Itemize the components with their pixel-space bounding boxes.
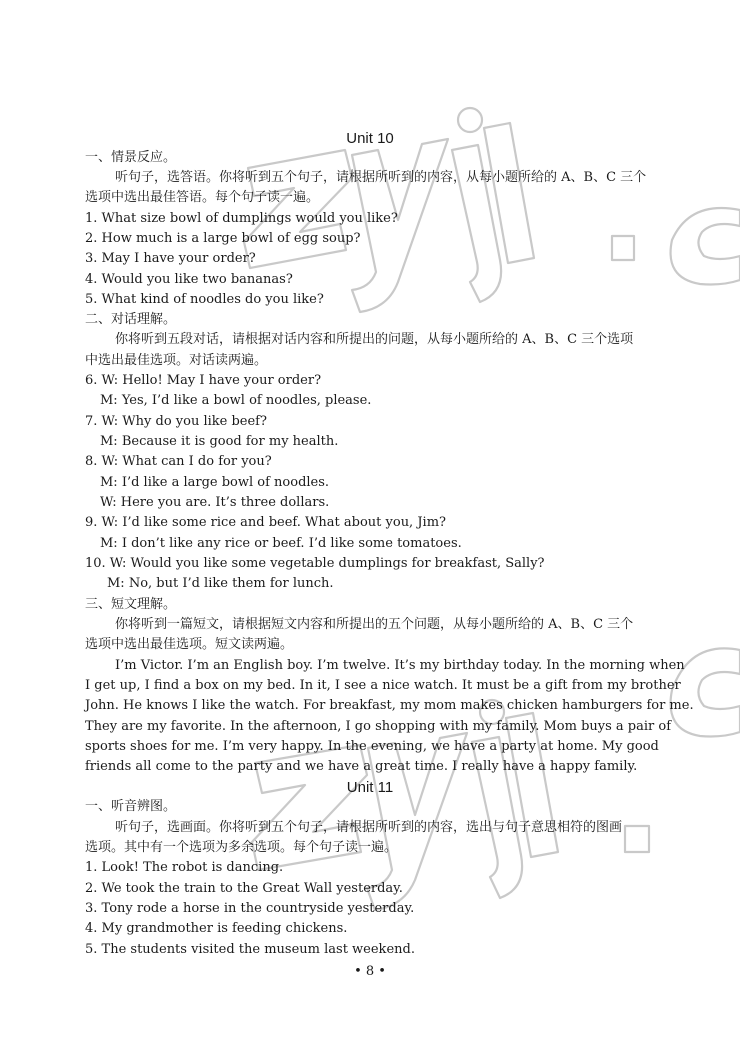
unit-10-title: Unit 10: [346, 130, 394, 147]
question-item: 1. What size bowl of dumplings would you like?: [85, 211, 398, 226]
dialogue-line: 7. W: Why do you like beef?: [85, 414, 267, 429]
instruction-line: 选项。其中有一个选项为多余选项。每个句子读一遍。: [85, 840, 398, 855]
question-item: 5. What kind of noodles do you like?: [85, 292, 324, 307]
instruction-line: 你将听到一篇短文，请根据短文内容和所提出的五个问题，从每小题所给的 A、B、C 三个: [115, 617, 634, 632]
instruction-line: 听句子，选答语。你将听到五个句子，请根据所听到的内容，从每小题所给的 A、B、C 三个: [115, 170, 647, 185]
dialogue-line: M: No, but I’d like them for lunch.: [107, 576, 334, 591]
section-heading: 一、听音辨图。: [85, 799, 177, 814]
instruction-line: 选项中选出最佳选项。短文读两遍。: [85, 637, 294, 652]
passage-line: I get up, I find a box on my bed. In it, I see a nice watch. It must be a gift from my brother: [85, 678, 681, 693]
passage-line: They are my favorite. In the afternoon, I go shopping with my family. Mom buys a pair of: [85, 719, 672, 734]
dialogue-line: 9. W: I’d like some rice and beef. What about you, Jim?: [85, 515, 446, 530]
passage-line: friends all come to the party and we have a great time. I really have a happy family.: [85, 759, 638, 774]
question-item: 5. The students visited the museum last weekend.: [85, 942, 415, 957]
section-heading: 三、短文理解。: [85, 597, 177, 612]
section-heading: 一、情景反应。: [85, 150, 177, 165]
passage-line: John. He knows I like the watch. For breakfast, my mom makes chicken hamburgers for me.: [85, 698, 694, 713]
instruction-line: 中选出最佳选项。对话读两遍。: [85, 353, 268, 368]
question-item: 1. Look! The robot is dancing.: [85, 860, 284, 875]
unit-11-title: Unit 11: [346, 779, 394, 796]
passage-line: I’m Victor. I’m an English boy. I’m twelve. It’s my birthday today. In the morning when: [115, 658, 685, 673]
dialogue-line: 6. W: Hello! May I have your order?: [85, 373, 322, 388]
instruction-line: 选项中选出最佳答语。每个句子读一遍。: [85, 190, 320, 205]
section-heading: 二、对话理解。: [85, 312, 177, 327]
question-item: 4. Would you like two bananas?: [85, 272, 293, 287]
dialogue-line: M: Because it is good for my health.: [100, 434, 339, 449]
dialogue-line: M: Yes, I’d like a bowl of noodles, please.: [100, 393, 372, 408]
passage-line: sports shoes for me. I’m very happy. In the evening, we have a party at home. My good: [85, 739, 659, 754]
question-item: 2. How much is a large bowl of egg soup?: [85, 231, 361, 246]
instruction-line: 你将听到五段对话，请根据对话内容和所提出的问题，从每小题所给的 A、B、C 三个选项: [115, 332, 634, 347]
dialogue-line: M: I don’t like any rice or beef. I’d like some tomatoes.: [100, 536, 462, 551]
question-item: 2. We took the train to the Great Wall yesterday.: [85, 881, 403, 896]
instruction-line: 听句子，选画面。你将听到五个句子，请根据所听到的内容，选出与句子意思相符的图画: [115, 820, 623, 835]
question-item: 3. May I have your order?: [85, 251, 256, 266]
dialogue-line: W: Here you are. It’s three dollars.: [100, 495, 330, 510]
dialogue-line: 10. W: Would you like some vegetable dumplings for breakfast, Sally?: [85, 556, 545, 571]
question-item: 4. My grandmother is feeding chickens.: [85, 921, 348, 936]
question-item: 3. Tony rode a horse in the countryside yesterday.: [85, 901, 415, 916]
page-number: • 8 •: [354, 964, 386, 979]
dialogue-line: 8. W: What can I do for you?: [85, 454, 272, 469]
dialogue-line: M: I’d like a large bowl of noodles.: [100, 475, 330, 490]
